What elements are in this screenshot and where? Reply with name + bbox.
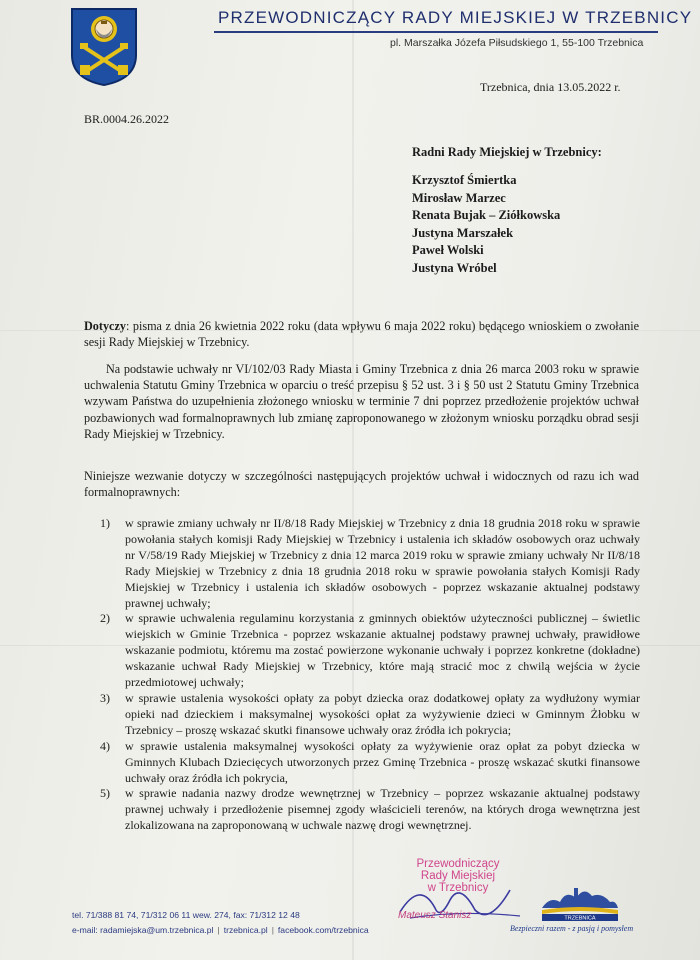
header-divider: [214, 31, 658, 33]
list-item-number: 5): [100, 786, 110, 801]
list-item: [100, 691, 640, 739]
logo-motto: Bezpieczni razem - z pasją i pomysłem: [510, 924, 634, 933]
signature-scrawl-icon: [380, 870, 540, 930]
subject-label: Dotyczy: [84, 319, 126, 333]
subject-text: : pisma z dnia 26 kwietnia 2022 roku (data wpływu 6 maja 2022 roku) będącego wnioskiem o zwołanie sesji Rady Miejskiej w Trzebnicy.: [84, 319, 639, 350]
list-item-number: 3): [100, 690, 110, 705]
recipients-list: [412, 172, 560, 278]
recipient-name: Krzysztof Śmiertka: [412, 173, 517, 187]
recipients-heading: Radni Rady Miejskiej w Trzebnicy:: [412, 145, 602, 159]
list-item-text: w sprawie zmiany uchwały nr II/8/18 Rady Miejskiej w Trzebnicy z dnia 18 grudnia 2018 roku w sprawie powołania stałych komisji Rady Miejskiej w Trzebnicy i ustalenia ich składów osobowych oraz uchwały nr V/58/19 Rady Miejskiej w Trzebnicy z dnia 12 marca 2019 roku w sprawie zmiany uchwały Nr II/8/18 Rady Miejskiej w Trzebnicy z dnia 18 grudnia 2018 roku w sprawie powołania stałych Komisji Rady Miejskiej w Trzebnicy i ustalenia ich składów osobowych - poprzez wskazanie aktualnej podstawy prawnej uchwały;: [125, 516, 640, 610]
list-item-text: w sprawie ustalenia wysokości opłaty za pobyt dziecka oraz dodatkowej opłaty za wydłużony wymiar opieki nad dzieckiem i maksymalnej wysokości opłat za wyżywienie dzieci w Gminnym Żłobku w Trzebnicy – proszę wskazać skutki finansowe uchwały oraz źródła ich pokrycia;: [125, 690, 640, 737]
list-item-text: w sprawie nadania nazwy drodze wewnętrznej w Trzebnicy – poprzez wskazanie aktualnej podstawy prawnej uchwały i przedłożenie pisemnej zgody właścicieli terenów, na których droga wewnętrzna jest zlokalizowana na zaproponowaną w uchwale nazwę drogi wewnętrznej.: [125, 786, 640, 833]
recipient-name: Renata Bujak – Ziółkowska: [412, 208, 561, 223]
draft-resolutions-list: [100, 516, 640, 834]
footer-facebook: facebook.com/trzebnica: [277, 925, 369, 935]
list-item-number: 1): [100, 516, 110, 530]
logo-label: TRZEBNICA: [564, 915, 596, 922]
body-text: Na podstawie uchwały nr VI/102/03 Rady Miasta i Gminy Trzebnica z dnia 26 marca 2003 roku w sprawie uchwalenia Statutu Gminy Trzebnica w oparciu o treść przepisu § 52 ust. 3 i § 50 ust 2 Statutu Gminy Trzebnica wzywam Państwa do uzupełnienia złożonego wniosku w terminie 7 dni poprzez przedłożenie projektów uchwał pozbawionych wad formalnoprawnych lub zmianę zaproponowanego w złożonym wniosku porządku obrad sesji Rady Miejskiej w Trzebnicy.: [84, 362, 639, 441]
list-item-text: w sprawie ustalenia maksymalnej wysokości opłaty za wyżywienie oraz opłat za pobyt dziecka w Gminnych Klubach Dziecięcych utworzonych przez Gminę Trzebnica - proszę wskazać skutki finansowe uchwały oraz źródła ich pokrycia,: [125, 738, 640, 785]
body-paragraph: [84, 361, 639, 442]
list-item-text: w sprawie uchwalenia regulaminu korzystania z gminnych obiektów użyteczności publicznej – świetlic wiejskich w Gminie Trzebnica - poprzez wskazanie aktualnej podstawy prawnej uchwały, prawidłowe wskazanie podmiotu, któremu ma zostać powierzone wykonanie uchwały i poprzez konkretne (dokładne) wskazanie uchwał Rady Miejskiej w Trzebnicy, które mają stracić moc z chwilą wejścia w życie przedmiotowej uchwały;: [125, 611, 640, 690]
body-text: Niniejsze wezwanie dotyczy w szczególności następujących projektów uchwał i widocznych od razu ich wad formalnoprawnych:: [84, 469, 639, 500]
organization-address: pl. Marszałka Józefa Piłsudskiego 1, 55-100 Trzebnica: [390, 37, 644, 49]
recipient-name: Justyna Wróbel: [412, 260, 497, 275]
footer-website: trzebnica.pl: [223, 925, 268, 935]
stamp-line: w Trzebnicy: [427, 882, 489, 894]
recipient-name: Paweł Wolski: [412, 243, 484, 258]
list-item: [100, 739, 640, 787]
reference-number: BR.0004.26.2022: [84, 112, 170, 126]
stamp-line: Przewodniczący: [416, 858, 500, 870]
signatory-name: Mateusz Stanisz: [398, 910, 472, 921]
footer-phones: tel. 71/388 81 74, 71/312 06 11 wew. 274, fax: 71/312 12 48: [72, 910, 300, 920]
letter-date: Trzebnica, dnia 13.05.2022 r.: [480, 80, 621, 94]
list-item-number: 4): [100, 738, 110, 753]
body-paragraph: [84, 468, 639, 500]
recipient-name: Justyna Marszałek: [412, 225, 514, 240]
footer-email: e-mail: radamiejska@um.trzebnica.pl: [72, 925, 214, 935]
recipient-name: Mirosław Marzec: [412, 190, 506, 205]
footer-contacts: tel. 71/388 81 74, 71/312 06 11 wew. 274, fax: 71/312 12 48 e-mail: radamiejska@um.trzebnica.pl | trzebnica.pl | facebook.com/trzebnica: [72, 910, 369, 935]
list-item: [100, 516, 640, 611]
list-item: [100, 611, 640, 691]
trzebnica-logo-icon: [540, 884, 620, 922]
coat-of-arms-icon: [70, 7, 138, 87]
subject-paragraph: [84, 318, 639, 350]
stamp-line: Rady Miejskiej: [420, 870, 496, 882]
list-item-number: 2): [100, 611, 110, 626]
list-item: [100, 786, 640, 834]
organization-name: PRZEWODNICZĄCY RADY MIEJSKIEJ W TRZEBNICY: [218, 8, 693, 27]
